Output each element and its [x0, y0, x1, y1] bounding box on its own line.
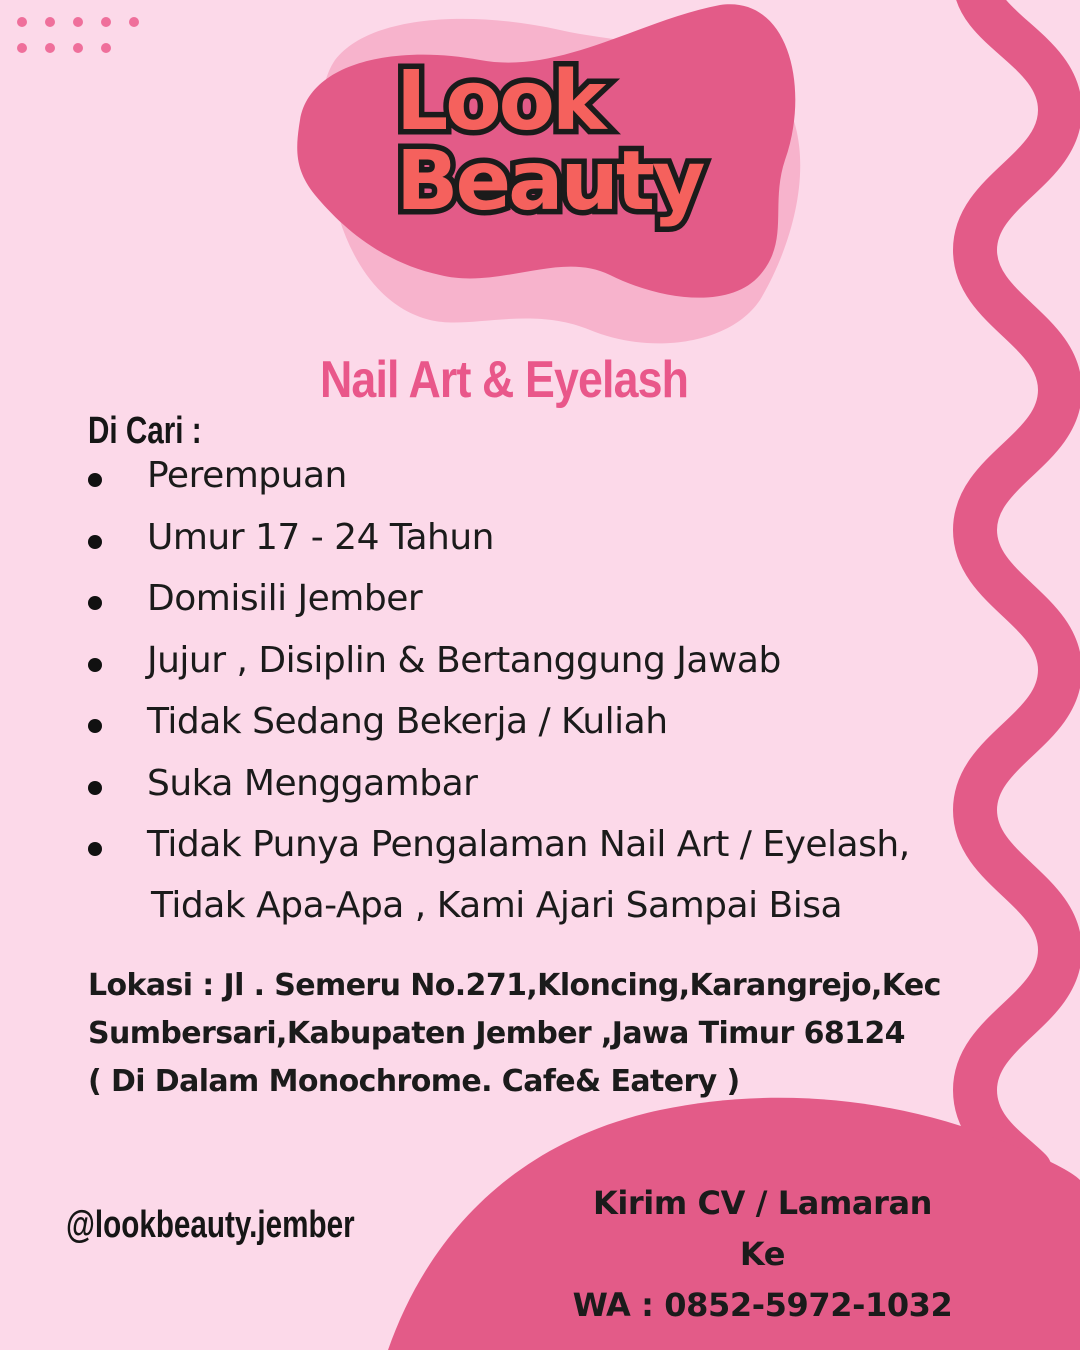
- logo-line-2: Beauty: [396, 134, 703, 229]
- contact-line-1: Kirim CV / Lamaran: [592, 1184, 933, 1222]
- dot-grid-decoration: [17, 17, 139, 53]
- list-item-text: Domisili Jember: [147, 578, 423, 619]
- bullet-icon: [88, 719, 102, 733]
- contact-line-2: Ke: [739, 1235, 786, 1273]
- contact-whatsapp: WA : 0852-5972-1032: [572, 1286, 953, 1324]
- service-subtitle: Nail Art & Eyelash: [320, 351, 689, 409]
- list-item-text: Suka Menggambar: [147, 762, 478, 804]
- list-item-text: Jujur , Disiplin & Bertanggung Jawab: [147, 639, 781, 681]
- list-item-text: Umur 17 - 24 Tahun: [147, 516, 494, 558]
- bullet-icon: [88, 658, 102, 672]
- bullet-icon: [88, 842, 102, 856]
- location-line-2: Sumbersari,Kabupaten Jember ,Jawa Timur 68124: [88, 1016, 905, 1051]
- list-item-continuation: Tidak Apa-Apa , Kami Ajari Sampai Bisa: [151, 885, 843, 926]
- social-handle: @lookbeauty.jember: [66, 1204, 355, 1246]
- list-item-text: Tidak Sedang Bekerja / Kuliah: [147, 701, 668, 742]
- location-address: [88, 962, 941, 1106]
- list-item-text: Perempuan: [147, 455, 347, 496]
- bullet-icon: [88, 473, 102, 487]
- bullet-icon: [88, 596, 102, 610]
- list-item-text: Tidak Punya Pengalaman Nail Art / Eyelash,: [147, 824, 910, 865]
- requirements-heading: Di Cari :: [88, 410, 202, 452]
- bullet-icon: [88, 535, 102, 549]
- location-line-1: Lokasi : Jl . Semeru No.271,Kloncing,Karangrejo,Kec: [88, 968, 941, 1003]
- bullet-icon: [88, 781, 102, 795]
- location-line-3: ( Di Dalam Monochrome. Cafe& Eatery ): [88, 1064, 740, 1099]
- wavy-ribbon: [975, 0, 1060, 1170]
- contact-info: [560, 1178, 965, 1331]
- brand-logo: [396, 54, 756, 229]
- logo-line-1: Look: [396, 54, 604, 149]
